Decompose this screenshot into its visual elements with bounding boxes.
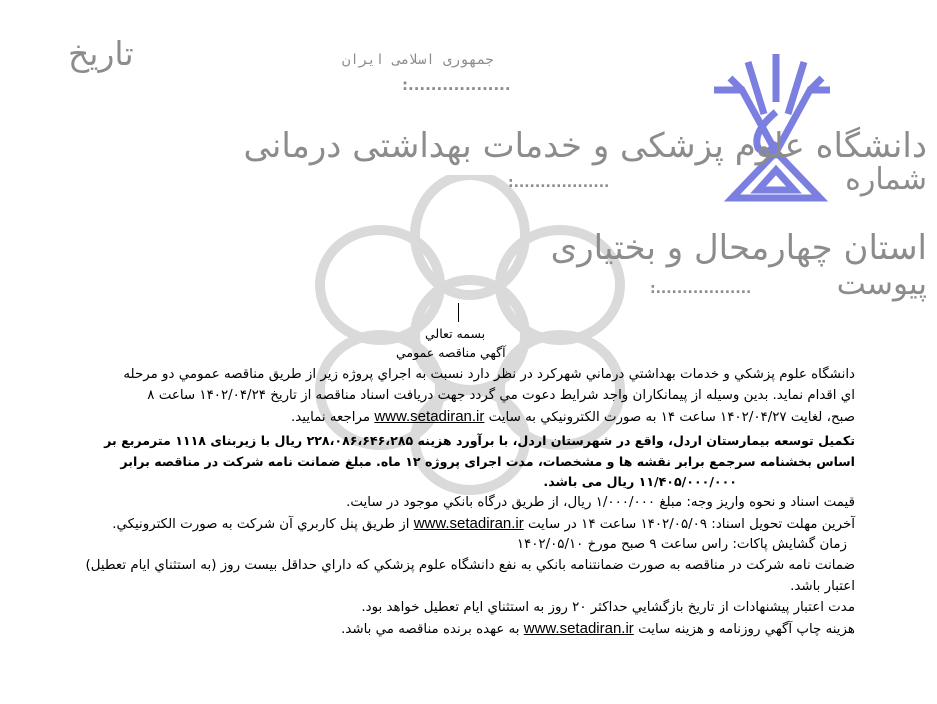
setadiran-link[interactable]: www.setadiran.ir	[374, 408, 485, 425]
price-line: قيمت اسناد و نحوه واريز وجه: مبلغ ۱/۰۰۰/۰۰۰ ريال، از طريق درگاه بانكي موجود در سايت.	[346, 495, 855, 510]
date-label: تاريخ	[68, 34, 134, 73]
paragraph-text: صبح، لغايت ۱۴۰۲/۰۴/۲۷ ساعت ۱۴ به صورت الكترونيكي به سايت	[488, 410, 855, 425]
paragraph-line: دانشگاه علوم پزشكي و خدمات بهداشتي درماني شهركرد در نظر دارد نسبت به اجراي پروژه زير از طريق مناقصه عمومي دو مرحله	[123, 367, 855, 382]
university-name: دانشگاه علوم پزشکی و خدمات بهداشتی درمانی	[243, 126, 927, 166]
paragraph-line: اي اقدام نمايد. بدين وسيله از پيمانكاران واجد شرايط دعوت مي گردد جهت دريافت اسناد مناقصه از تاريخ ۱۴۰۲/۰۴/۲۴ ساعت ۸	[147, 388, 855, 403]
guarantee-line: ضمانت نامه شركت در مناقصه به صورت ضمانتنامه بانكي به نفع دانشگاه علوم پزشكي كه داراي حداقل بيست روز (به استثناي ايام تعطيل)	[85, 558, 855, 573]
deadline-line	[112, 515, 855, 534]
notice-title: آگهي مناقصه عمومي	[396, 345, 506, 360]
opening-line: زمان گشايش پاكات: راس ساعت ۹ صبح مورخ ۱۴۰۲/۰۵/۱۰	[516, 537, 847, 552]
setadiran-link[interactable]: www.setadiran.ir	[523, 620, 634, 637]
project-line: تکمیل توسعه بیمارستان اردل، واقع در شهرستان اردل، با برآورد هزینه ۲۲۸،۰۸۶،۶۴۶،۲۸۵ ریال با زیربنای ۱۱۱۸ مترمربع بر	[104, 433, 855, 448]
cost-line	[341, 620, 855, 639]
cost-text: به عهده برنده مناقصه مي باشد.	[341, 622, 520, 637]
validity-line: مدت اعتبار پيشنهادات از تاريخ بازگشايي حداكثر ۲۰ روز به استثناي ايام تعطيل خواهد بود.	[361, 600, 855, 615]
project-line: اساس بخشنامه سرجمع برابر نقشه ها و مشخصات، مدت اجرای پروژه ۱۲ ماه. مبلغ ضمانت نامه شرکت در مناقصه برابر	[120, 454, 855, 469]
attachment-dots: ..................:	[650, 281, 752, 297]
number-dots: ..................:	[508, 175, 610, 191]
republic-title: جمهوری اسلامی ایران	[342, 52, 494, 68]
guarantee-line: اعتبار باشد.	[790, 579, 855, 594]
setadiran-link[interactable]: www.setadiran.ir	[413, 515, 524, 532]
paragraph-text: مراجعه نماييد.	[291, 410, 371, 425]
paragraph-line	[291, 408, 855, 427]
basmala: بسمه تعالي	[425, 326, 486, 341]
deadline-text: آخرين مهلت تحويل اسناد: ۱۴۰۲/۰۵/۰۹ ساعت ۱۴ در سايت	[528, 517, 855, 532]
deadline-text: از طريق پنل كاربري آن شركت به صورت الكترونيكي.	[112, 517, 410, 532]
date-dots: ..................:	[402, 76, 511, 94]
project-line: ۱۱/۴۰۵/۰۰۰/۰۰۰ ریال می باشد.	[543, 474, 737, 489]
number-label: شماره	[845, 162, 927, 197]
attachment-label: پیوست	[836, 266, 927, 302]
province-name: استان چهارمحال و بختیاری	[550, 228, 927, 268]
cost-text: هزينه چاپ آگهي روزنامه و هزينه سايت	[638, 622, 855, 637]
cursor-line	[458, 303, 459, 322]
